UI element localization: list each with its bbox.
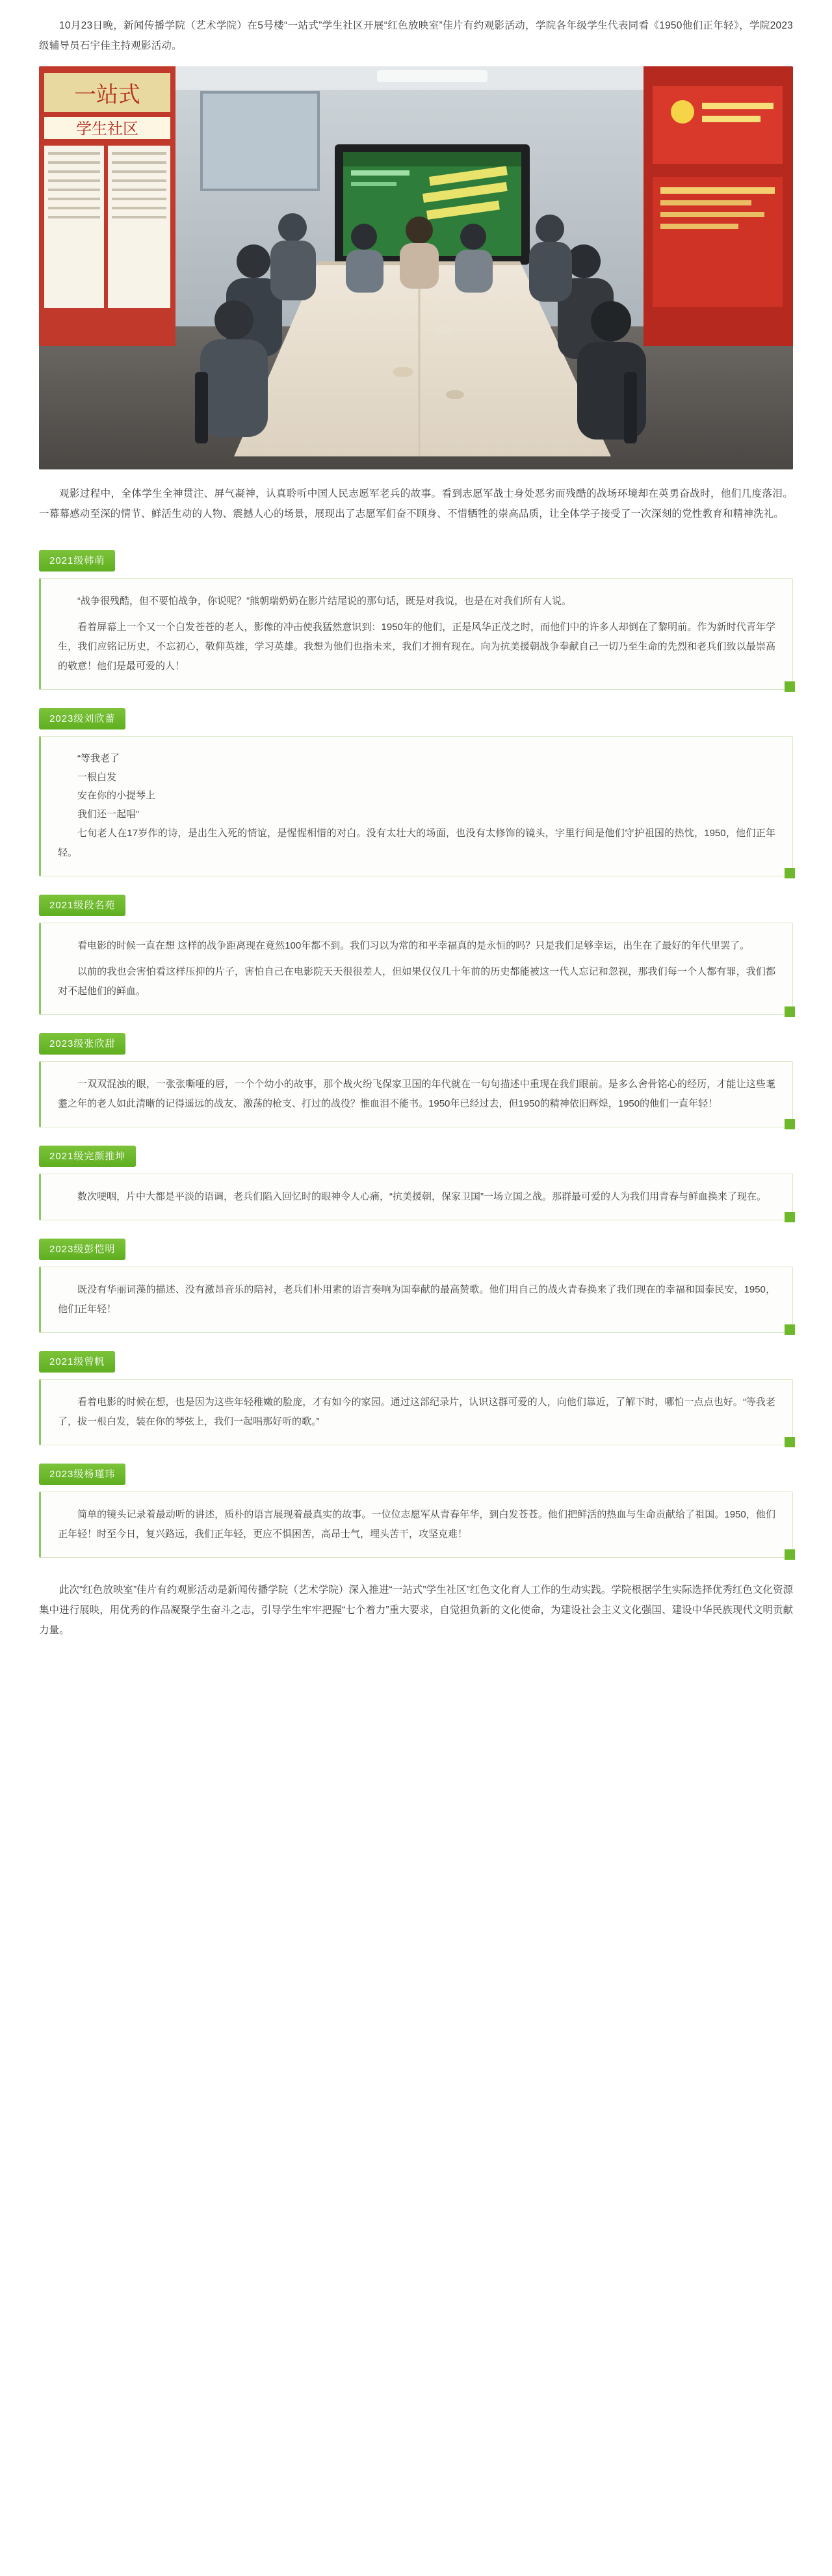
poem-line: 我们还一起唱” (77, 808, 139, 820)
testimonial-card (39, 578, 793, 690)
poem-line: 安在你的小提琴上 (77, 790, 156, 801)
testimonial-name-tag: 2021级段名苑 (39, 895, 125, 916)
testimonial-card (39, 736, 793, 876)
testimonial-name-tag: 2023级杨瑾玮 (39, 1464, 125, 1485)
testimonial-section (39, 878, 793, 1015)
intro-paragraph: 10月23日晚，新闻传播学院（艺术学院）在5号楼“一站式”学生社区开展“红色放映室”佳片有约观影活动，学院各年级学生代表同看《1950他们正年轻》，学院2023级辅导员石宇佳主持观影活动。 (39, 20, 793, 51)
testimonial-paragraph: “战争很残酷，但不要怕战争，你说呢？”熊朝瑞奶奶在影片结尾说的那句话，既是对我说，也是在对我们所有人说。 (77, 596, 571, 607)
testimonial-card (39, 1379, 793, 1445)
testimonial-paragraph: 看着屏幕上一个又一个白发苍苍的老人，影像的冲击使我猛然意识到：1950年的他们，正是风华正茂之时，而他们中的许多人却倒在了黎明前。作为新时代青年学生，我们应铭记历史，不忘初心，敬仰英雄，学习英雄。我想为他们也指未来，我们才拥有现在。向为抗美援朝战争奉献自己一切乃至生命的先烈和老兵们致以最崇高的敬意！他们是最可爱的人！ (58, 622, 775, 672)
after-photo-paragraph: 观影过程中，全体学生全神贯注、屏气凝神，认真聆听中国人民志愿军老兵的故事。看到志愿军战士身处恶劣而残酷的战场环境却在英勇奋战时，他们几度落泪。一幕幕感动至深的情节、鲜活生动的人物、震撼人心的场景，展现出了志愿军们奋不顾身、不惜牺牲的崇高品质，让全体学子接受了一次深刻的党性教育和精神洗礼。 (39, 488, 793, 519)
testimonial-card (39, 1267, 793, 1333)
closing-paragraph: 此次“红色放映室”佳片有约观影活动是新闻传播学院（艺术学院）深入推进“一站式”学生社区”红色文化育人工作的生动实践。学院根据学生实际选择优秀红色文化资源集中进行展映，用优秀的作品凝聚学生奋斗之志，引导学生牢牢把握“七个着力”重大要求，自觉担负新的文化使命，为建设社会主义文化强国、建设中华民族现代文明贡献力量。 (39, 1584, 793, 1636)
svg-text:学生社区: 学生社区 (76, 120, 138, 138)
viewing-activity-photo (39, 66, 793, 469)
testimonial-paragraph: 以前的我也会害怕看这样压抑的片子，害怕自己在电影院天天很很差人，但如果仅仅几十年前的历史都能被这一代人忘记和忽视，那我们每一个人都有罪，我们都对不起他们的鲜血。 (58, 966, 775, 997)
testimonial-paragraph: 七旬老人在17岁作的诗，是出生入死的情谊，是惺惺相惜的对白。没有太壮大的场面，也没有太修饰的镜头，字里行间是他们守护祖国的热忱，1950，他们正年轻。 (58, 828, 775, 858)
testimonial-card (39, 1174, 793, 1220)
testimonial-section (39, 691, 793, 876)
testimonial-paragraph: 既没有华丽词藻的描述、没有激昂音乐的陪衬，老兵们朴用素的语言奏响为国奉献的最高赞歌。他们用自己的战火青春换来了我们现在的幸福和国泰民安，1950，他们正年轻！ (58, 1284, 775, 1315)
testimonial-section (39, 1129, 793, 1220)
testimonial-paragraph: 一双双混浊的眼，一张张嘶哑的唇，一个个幼小的故事，那个战火纷飞保家卫国的年代就在一句句描述中重现在我们眼前。是多么舍骨铭心的经历，才能让这些耄耋之年的老人如此清晰的记得遥远的战友、激荡的枪支、打过的战役？惟血泪不能书。1950年已经过去，但1950的精神依旧辉煌，1950的他们一直年轻！ (58, 1079, 775, 1109)
testimonial-paragraph: 看着电影的时候在想，也是因为这些年轻稚嫩的脸庞，才有如今的家园。通过这部纪录片，认识这群可爱的人，向他们靠近，了解下时，哪怕一点点也好。“等我老了，拔一根白发，装在你的琴弦上，我们一起唱那好听的歌。” (58, 1397, 775, 1427)
svg-text:一站式: 一站式 (74, 83, 140, 107)
testimonial-section (39, 1447, 793, 1558)
testimonial-name-tag: 2023级刘欣薔 (39, 708, 125, 729)
closing-section (39, 1580, 793, 1640)
testimonial-paragraph: 简单的镜头记录着最动听的讲述，质朴的语言展现着最真实的故事。一位位志愿军从青春年华，到白发苍苍。他们把鲜活的热血与生命贡献给了祖国。1950，他们正年轻！时至今日，复兴路远，我们正年轻，更应不惧困苦，高昂士气，埋头苦干，攻坚克难！ (58, 1509, 775, 1540)
testimonial-name-tag: 2023级张欣甜 (39, 1033, 125, 1055)
poem-line: “等我老了 (77, 753, 120, 764)
testimonial-card (39, 923, 793, 1015)
testimonial-name-tag: 2023级彭恺明 (39, 1239, 125, 1260)
testimonial-card (39, 1061, 793, 1127)
testimonial-name-tag: 2021级曾帆 (39, 1351, 115, 1373)
testimonial-section (39, 1016, 793, 1127)
testimonial-paragraph: 数次哽咽，片中大都是平淡的语调，老兵们陷入回忆时的眼神令人心痛，“抗美援朝，保家卫国”一场立国之战。那群最可爱的人为我们用青春与鲜血换来了现在。 (77, 1191, 766, 1202)
testimonial-section (39, 1334, 793, 1445)
testimonial-card (39, 1492, 793, 1558)
testimonial-section (39, 533, 793, 690)
testimonial-paragraph: 看电影的时候一直在想 这样的战争距离现在竟然100年都不到。我们习以为常的和平幸福真的是永恒的吗？只是我们足够幸运，出生在了最好的年代里罢了。 (77, 940, 750, 951)
poem-line: 一根白发 (77, 771, 117, 783)
testimonial-name-tag: 2021级完颜推坤 (39, 1146, 136, 1167)
photo-figure (39, 66, 793, 469)
testimonial-name-tag: 2021级韩萌 (39, 550, 115, 572)
testimonial-section (39, 1222, 793, 1333)
